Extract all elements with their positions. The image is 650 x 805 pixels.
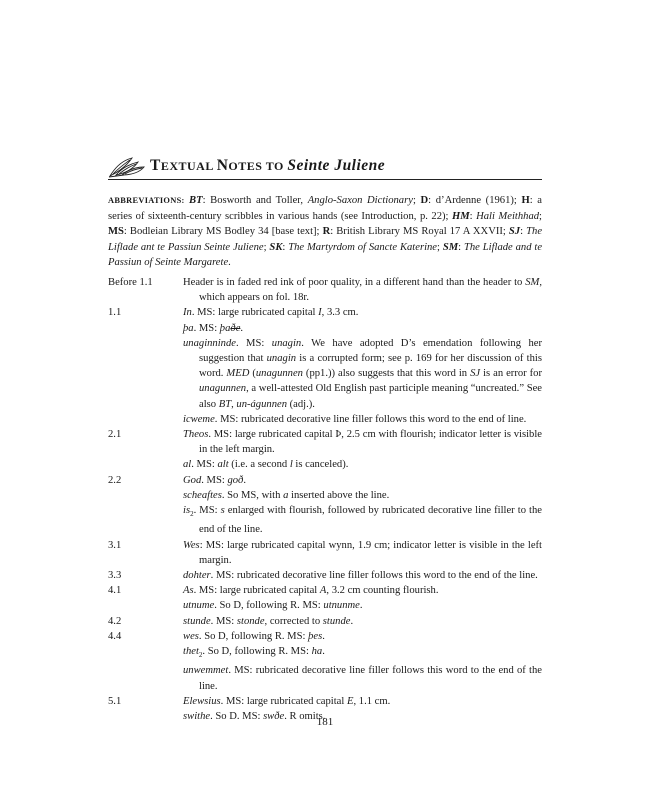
line-reference: 4.1 (108, 585, 122, 597)
abbreviation-segment: R (322, 226, 331, 238)
abbreviation-segment: SM (442, 241, 459, 253)
note-entry (108, 427, 542, 457)
abbreviation-segment: ; (539, 210, 542, 222)
page-number: 181 (316, 716, 334, 728)
note-entry (108, 321, 542, 336)
note-entry (108, 694, 542, 709)
line-reference: Before 1.1 (108, 277, 153, 288)
textual-notes-list (108, 275, 542, 724)
abbreviation-segment: H (521, 195, 530, 206)
abbreviation-segment: The Martyrdom of Sancte Katerine (288, 241, 438, 253)
note-entry (108, 473, 542, 488)
note-text: Elewsius. MS: large rubricated capital E, 1.1 cm. (183, 695, 391, 707)
note-text: thet$_2$. So D, following R. MS: ha. (183, 645, 325, 660)
abbreviations-paragraph (108, 193, 542, 271)
abbreviation-segment: . (228, 257, 231, 269)
abbreviation-segment: The Liflade and te Passiun of Seinte Margarete (108, 241, 543, 269)
line-reference: 4.4 (108, 630, 122, 642)
note-entry (108, 305, 542, 320)
note-entry (108, 629, 542, 644)
note-text: utnume. So D, following R. MS: utnunme. (183, 600, 363, 612)
note-text: dohter. MS: rubricated decorative line filler follows this word to the end of the line. (183, 569, 538, 581)
line-reference: 5.1 (108, 695, 122, 707)
note-entry (108, 275, 542, 305)
abbreviation-segment: ; (412, 195, 421, 206)
abbreviation-segment: SJ (508, 226, 521, 238)
abbreviation-segment: : British Library MS Royal 17 A XXVII; (330, 226, 509, 238)
note-text: icweme. MS: rubricated decorative line filler follows this word to the end of line. (183, 413, 527, 425)
abbreviation-segment: : (282, 241, 289, 253)
line-reference: 3.3 (108, 569, 122, 581)
abbreviation-segment: : Bodleian Library MS Bodley 34 [base text]; (123, 226, 323, 238)
note-text: scheaftes. So MS, with a inserted above the line. (183, 489, 390, 501)
abbreviation-segment: The Liflade ant te Passiun Seinte Juliene (108, 226, 543, 253)
abbreviation-segment: ABBREVIATIONS: (108, 196, 190, 205)
abbreviation-segment: : (520, 226, 527, 238)
note-text: Theos. MS: large rubricated capital Þ, 2.5 cm with flourish; indicator letter is visible in the left margin. (183, 429, 542, 456)
note-entry (108, 503, 542, 538)
note-text: al. MS: alt (i.e. a second l is canceled). (183, 459, 349, 471)
line-reference: 4.2 (108, 615, 122, 627)
note-entry (108, 457, 542, 472)
section-heading (108, 155, 542, 180)
note-entry (108, 598, 542, 613)
note-text: God. MS: goð. (183, 474, 246, 486)
abbreviation-segment: ; (437, 241, 443, 253)
note-text: Header is in faded red ink of poor quality, in a different hand than the header to SM, which appears on fol. 18r. (183, 277, 542, 304)
note-entry (108, 488, 542, 503)
note-entry (108, 538, 542, 568)
note-entry (108, 614, 542, 629)
line-reference: 3.1 (108, 539, 122, 551)
note-entry (108, 412, 542, 427)
abbreviation-segment: : a series of sixteenth-century scribbles in various hands (see Introduction, p. 22); (108, 195, 543, 222)
note-text: wes. So D, following R. MS: þes. (183, 630, 325, 642)
abbreviation-segment: D (420, 195, 429, 206)
note-text: $is_2$. MS: s enlarged with flourish, followed by rubricated decorative line filler to the end of the line. (183, 505, 542, 536)
note-text: As. MS: large rubricated capital A, 3.2 cm counting flourish. (183, 585, 439, 597)
abbreviation-segment: HM (451, 210, 470, 222)
abbreviation-segment: : Bosworth and Toller, (202, 195, 308, 206)
line-reference: 1.1 (108, 307, 122, 319)
abbreviation-segment: : (458, 241, 464, 253)
note-text: unwemmet. MS: rubricated decorative line filler follows this word to the end of the line. (183, 665, 542, 692)
abbreviation-segment: Hali Meithhad (476, 210, 540, 222)
note-text: stunde. MS: stonde, corrected to stunde. (183, 615, 354, 627)
note-text: þa. MS: þaðe. (183, 322, 244, 334)
feather-ornament-icon (108, 156, 146, 178)
note-entry (108, 336, 542, 412)
note-entry (108, 583, 542, 598)
abbreviation-segment: Anglo-Saxon Dictionary (307, 195, 413, 206)
line-reference: 2.2 (108, 474, 122, 486)
abbreviation-segment: MS (108, 226, 124, 238)
abbreviation-segment: : d’Ardenne (1961); (428, 195, 522, 206)
note-text: unaginninde. MS: unagin. We have adopted D’s emendation following her suggestion that unagin is a corrupted form; see p. 169 for her discussion of this word. MED (unagunnen (pp1.)) also suggests that this word in SJ is an error for unagunnen, a well-attested Old English past participle meaning “uncreated.” See also BT, un-águnnen (adj.). (183, 337, 543, 410)
abbreviation-segment: ; (263, 241, 270, 253)
abbreviation-segment: SK (269, 241, 283, 253)
line-reference: 2.1 (108, 429, 122, 441)
note-text: Wes: MS: large rubricated capital wynn, 1.9 cm; indicator letter is visible in the left margin. (183, 539, 542, 566)
note-entry (108, 644, 542, 663)
note-text: swithe. So D. MS: swðe. R omits. (183, 710, 326, 722)
note-entry (108, 663, 542, 693)
note-text: In. MS: large rubricated capital I, 3.3 cm. (183, 307, 359, 319)
abbreviation-segment: : (469, 210, 477, 222)
abbreviation-segment: BT (189, 195, 203, 206)
page-title: TEXTUAL NOTES TO Seinte Juliene (150, 157, 386, 174)
note-entry (108, 568, 542, 583)
